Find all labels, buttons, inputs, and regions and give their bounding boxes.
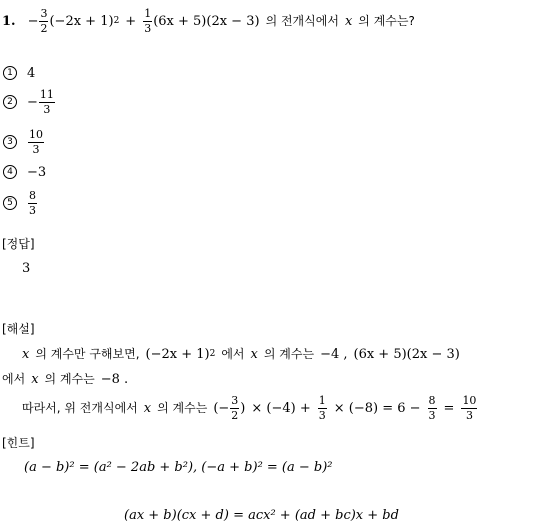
hint-label: [힌트] [2, 436, 35, 450]
choice-3[interactable] [3, 124, 45, 160]
solution-line-1: x 의 계수만 구해보면, (−2x + 1) 2 에서 x 의 계수는 −4 , (6x + 5)(2x − 3) [22, 346, 460, 362]
choice-marker-4: 4 [3, 165, 17, 179]
choice-1[interactable] [3, 65, 35, 81]
answer-value: 3 [22, 261, 31, 276]
choice-marker-2: 2 [3, 95, 17, 109]
question-text-2: 의 계수는? [358, 14, 415, 28]
hint-line-1: (a − b)² = (a² − 2ab + b²), (−a + b)² = (a − b)² [24, 460, 333, 475]
question-variable: x [344, 13, 353, 29]
choice-fraction: $\frac{11}{3}$ [39, 87, 54, 116]
choice-marker-5: 5 [3, 196, 17, 210]
question-fraction-2: $\frac{1}{3}$ [144, 6, 152, 35]
choice-marker-1: 1 [3, 66, 17, 80]
choice-4[interactable] [3, 164, 46, 180]
question-line: 1. − $\frac{3}{2}$ (−2x + 1) 2 + $\frac{1}{3}$ (6x + 5)(2x − 3) 의 전개식에서 x 의 계수는? [2, 6, 415, 35]
solution-fraction-3: $\frac{8}{3}$ [428, 393, 436, 422]
choice-fraction: $\frac{10}{3}$ [29, 127, 43, 156]
solution-fraction-1: $\frac{3}{2}$ [231, 393, 239, 422]
choice-5[interactable] [3, 184, 38, 222]
solution-fraction-2: $\frac{1}{3}$ [318, 393, 326, 422]
solution-line-2: 에서 x 의 계수는 −8 . [2, 371, 129, 387]
choice-2[interactable] [3, 86, 56, 118]
solution-label: [해설] [2, 322, 35, 336]
question-number: 1. [2, 13, 16, 29]
question-expr-2: (6x + 5)(2x − 3) [153, 13, 260, 29]
solution-fraction-4: $\frac{10}{3}$ [462, 393, 477, 422]
answer-label: [정답] [2, 237, 35, 251]
question-plus: + [125, 13, 137, 29]
choice-marker-3: 3 [3, 135, 17, 149]
question-minus: − [27, 13, 39, 29]
choice-value: −3 [27, 164, 47, 180]
question-expr-1: (−2x + 1) [49, 13, 114, 29]
solution-line-3: 따라서, 위 전개식에서 x 의 계수는 ( − $\frac{3}{2}$ ) × (−4) + $\frac{1}{3}$ × (−8) = 6 − $\frac{8}{3}$ = $\frac{10}{3}$ [22, 393, 477, 422]
question-fraction-1: $\frac{3}{2}$ [40, 6, 48, 35]
hint-line-2: (ax + b)(cx + d) = acx² + (ad + bc)x + bd [124, 508, 399, 523]
choice-sign: − [27, 94, 38, 110]
choice-fraction: $\frac{8}{3}$ [29, 188, 36, 217]
question-text-1: 의 전개식에서 [265, 14, 339, 28]
choice-value: 4 [27, 65, 36, 81]
